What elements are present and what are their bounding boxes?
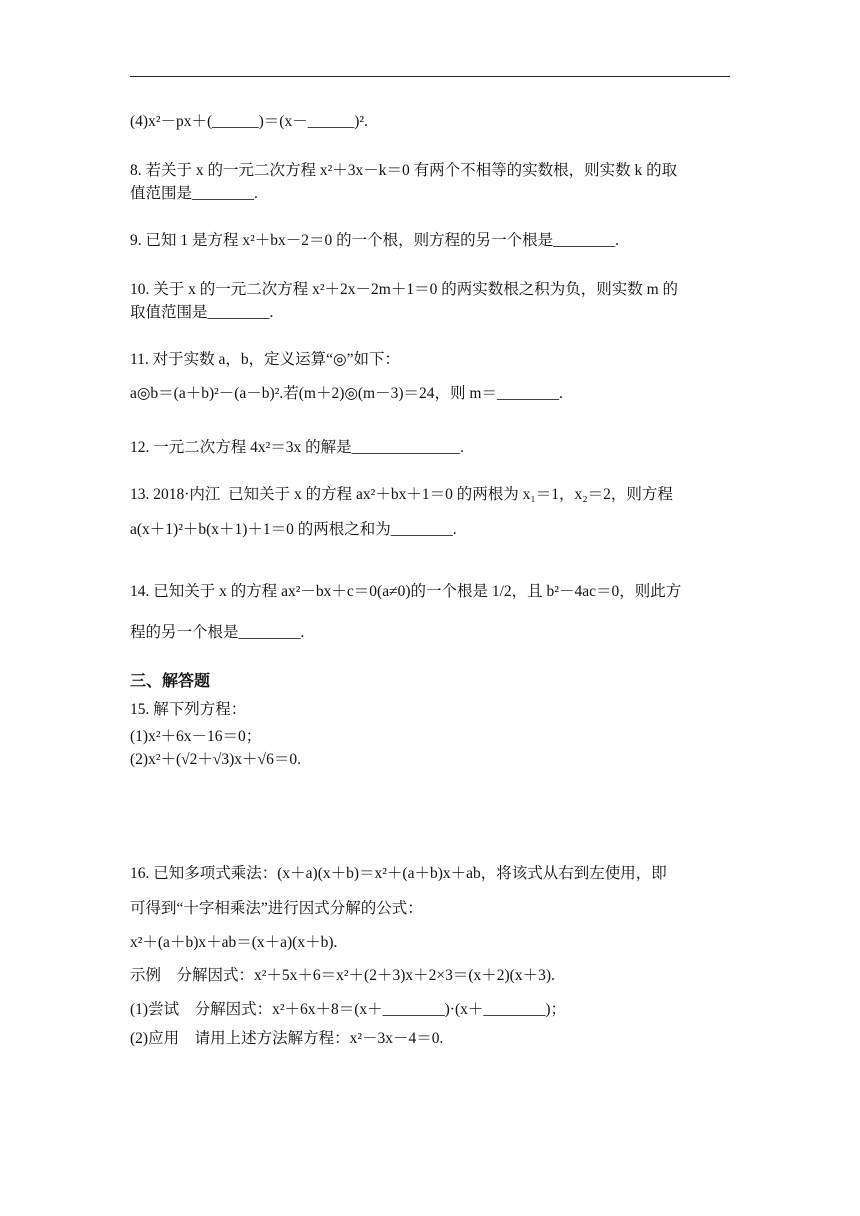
q16-example: 示例 分解因式：x²＋5x＋6＝x²＋(2＋3)x＋2×3＝(x＋2)(x＋3). xyxy=(130,967,555,984)
q9-line: 9. 已知 1 是方程 x²＋bx－2＝0 的一个根，则方程的另一个根是________. xyxy=(130,232,620,249)
q7-part4: (4)x²－px＋(______)＝(x－______)². xyxy=(130,113,368,130)
q11-line1: 11. 对于实数 a，b，定义运算“◎”如下： xyxy=(130,351,400,368)
header-rule xyxy=(130,76,730,77)
q16-line2: 可得到“十字相乘法”进行因式分解的公式： xyxy=(130,900,423,917)
q11-line2: a◎b＝(a＋b)²－(a－b)².若(m＋2)◎(m－3)＝24，则 m＝________. xyxy=(130,385,563,402)
q15-part2: (2)x²＋(√2＋√3)x＋√6＝0. xyxy=(130,751,301,768)
q16-part1: (1)尝试 分解因式：x²＋6x＋8＝(x＋________)·(x＋________)； xyxy=(130,1001,567,1018)
q15-title: 15. 解下列方程： xyxy=(130,701,247,718)
q14-line1: 14. 已知关于 x 的方程 ax²－bx＋c＝0(a≠0)的一个根是 1/2，且 b²－4ac＝0，则此方 xyxy=(130,583,682,600)
q16-formula: x²＋(a＋b)x＋ab＝(x＋a)(x＋b). xyxy=(130,934,338,951)
q10-line2: 取值范围是________. xyxy=(130,304,274,321)
q16-part2: (2)应用 请用上述方法解方程：x²－3x－4＝0. xyxy=(130,1030,444,1047)
q12-line: 12. 一元二次方程 4x²＝3x 的解是______________. xyxy=(130,439,465,456)
q8-line2: 值范围是________. xyxy=(130,185,258,202)
q14-line2: 程的另一个根是________. xyxy=(130,624,305,641)
q8-line1: 8. 若关于 x 的一元二次方程 x²＋3x－k＝0 有两个不相等的实数根，则实数 k 的取 xyxy=(130,162,678,179)
q16-line1: 16. 已知多项式乘法：(x＋a)(x＋b)＝x²＋(a＋b)x＋ab，将该式从右到左使用，即 xyxy=(130,865,667,882)
q10-line1: 10. 关于 x 的一元二次方程 x²＋2x－2m＋1＝0 的两实数根之积为负，则实数 m 的 xyxy=(130,281,679,298)
q13-line1: 13. 2018·内江 已知关于 x 的方程 ax²＋bx＋1＝0 的两根为 x₁＝1，x₂＝2，则方程 xyxy=(130,486,673,503)
q13-line2: a(x＋1)²＋b(x＋1)＋1＝0 的两根之和为________. xyxy=(130,521,457,538)
q15-part1: (1)x²＋6x－16＝0； xyxy=(130,728,262,745)
section-heading: 三、解答题 xyxy=(130,673,211,690)
